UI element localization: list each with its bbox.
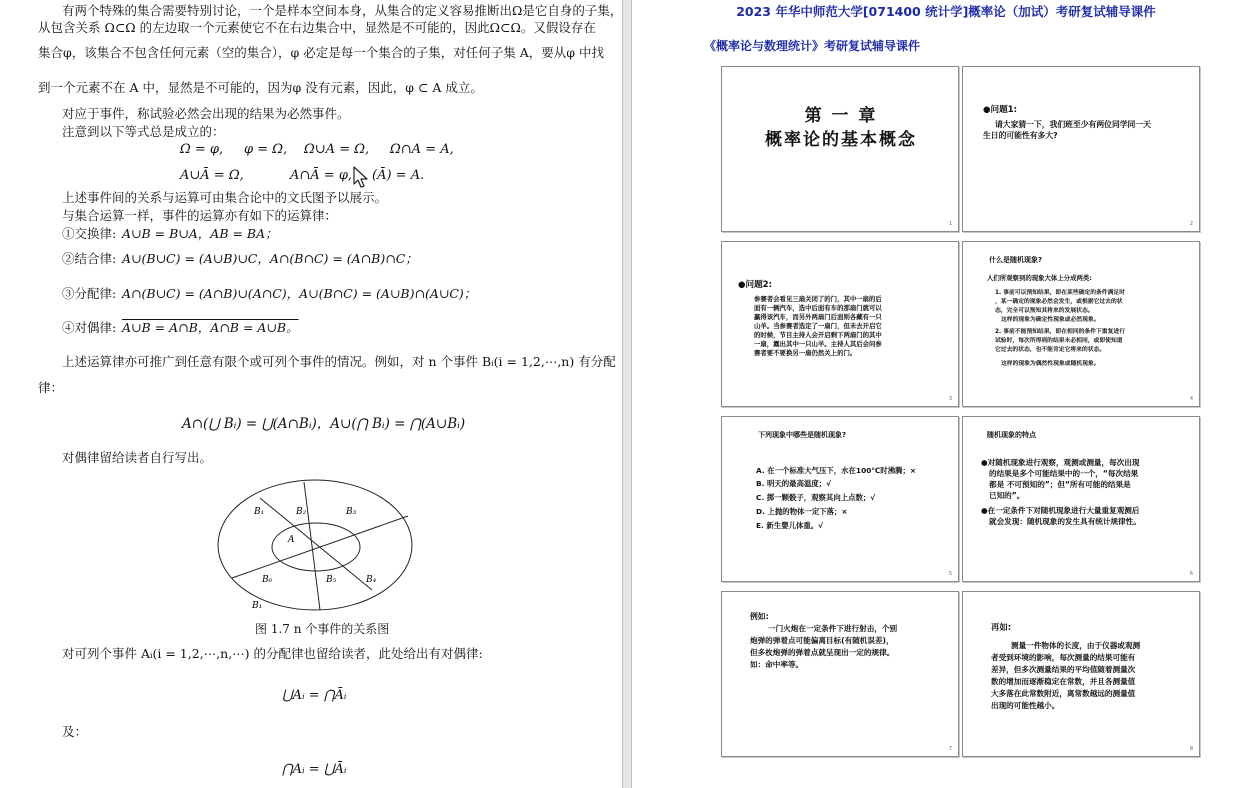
courseware-title: 2023 年华中师范大学[071400 统计学]概率论（加试）考研复试辅导课件 <box>736 4 1156 19</box>
slide-text-line: 已知的”。 <box>989 491 1025 500</box>
slide-heading: 再如: <box>991 622 1012 632</box>
slide-number: 4 <box>1189 396 1193 402</box>
slide-text-line: 这样的现象为偶然性现象或随机现象。 <box>1001 361 1100 367</box>
slide-text-line: 差异，但多次测量结果的平均值随着测量次 <box>991 665 1136 674</box>
slide-text-line: 一门火炮在一定条件下进行射击，个别 <box>768 624 898 633</box>
slide-number: 7 <box>948 746 952 752</box>
slide-text-line: 参赛者会看见三扇关闭了的门，其中一扇的后 <box>754 295 882 303</box>
slide-heading: 下列现象中哪些是随机现象? <box>758 431 847 439</box>
slide-number: 3 <box>948 396 952 402</box>
law-duality-label: ④对偶律: <box>62 320 117 335</box>
slide-text-line: ，某一确定的现象必然会发生，或根据它过去的状 <box>995 299 1123 305</box>
slide-number: 2 <box>1189 221 1193 227</box>
slide-heading: 什么是随机现象? <box>989 256 1043 264</box>
equalities-intro-line: 注意到以下等式总是成立的： <box>62 124 225 139</box>
paragraph-line: 到一个元素不在 A 中，显然是不可能的，因为φ 没有元素，因此，φ ⊂ A 成立。 <box>38 80 483 95</box>
slide-text-line: 大多落在此常数附近，离常数越远的测量值 <box>991 689 1136 698</box>
venn-label: B₅ <box>326 575 337 585</box>
slide-number: 8 <box>1189 746 1193 752</box>
equation-union-omega: Ω∪A = Ω, <box>304 142 370 157</box>
slide-text-line: 山羊。当参赛者选定了一扇门，但未去开启它 <box>754 322 882 330</box>
slide-text-line: 它过去的状态，也不能肯定它将来的状态。 <box>995 347 1106 353</box>
mouse-pointer-icon <box>352 166 370 188</box>
equation-countable-dual-2: ⋂Aᵢ = ⋃Āᵢ <box>282 762 347 777</box>
slide-text-line: E. 新生婴儿体重。√ <box>756 521 824 530</box>
slide-text-line: 测量一件物体的长度，由于仪器或观测 <box>1011 641 1141 650</box>
equation-finite-distributive: A∩(⋃ Bᵢ) = ⋃(A∩Bᵢ)，A∪(⋂ Bᵢ) = ⋂(A∪Bᵢ) <box>182 416 466 432</box>
venn-label: B₁ <box>254 507 265 517</box>
slide-text-line: 赢得该汽车，而另外两扇门后面则各藏有一只 <box>754 313 882 321</box>
venn-label: B₂ <box>296 507 307 517</box>
left-document-page <box>0 0 622 788</box>
law-distributive: A∩(B∪C) = (A∩B)∪(A∩C)，A∪(B∩C) = (A∪B)∩(A∪C)； <box>122 286 477 301</box>
law-distributive-label: ③分配律: <box>62 286 117 301</box>
chapter-number: 第 一 章 <box>804 106 878 126</box>
equation-intersect-omega: Ω∩A = A, <box>390 142 454 157</box>
slide-thumbnail <box>962 416 1200 582</box>
slide-text-line: 试验时，每次所得到的结果未必相同，或即使知道 <box>995 338 1123 344</box>
slide-number: 5 <box>948 571 952 577</box>
law-associative: A∪(B∪C) = (A∪B)∪C，A∩(B∩C) = (A∩B)∩C； <box>122 251 418 266</box>
slide-thumbnail <box>721 416 959 582</box>
slide-text-line: 炮弹的弹着点可能偏离目标(有随机误差)， <box>750 636 894 645</box>
slide-thumbnail <box>962 66 1200 232</box>
law-associative-label: ②结合律: <box>62 251 117 266</box>
venn-label: A <box>288 535 295 545</box>
slide-text-line: 请大家猜一下，我们班至少有两位同学同一天 <box>995 120 1151 129</box>
equation-double-complement: (Ā) = A. <box>372 168 425 183</box>
slide-text-line: 出现的可能性越小。 <box>991 701 1060 710</box>
slide-text-line: ●在一定条件下对随机现象进行大量重复观测后 <box>981 506 1140 515</box>
slide-thumbnail <box>962 241 1200 407</box>
right-document-page <box>632 0 1260 788</box>
slide-text-line: ●对随机现象进行观察，观测或测量，每次出现 <box>981 458 1140 467</box>
slide-text-line: 一扇，露出其中一只山羊。主持人其后会问参 <box>754 340 882 348</box>
slide-number: 6 <box>1189 571 1193 577</box>
slide-thumbnail <box>721 66 959 232</box>
law-duality: A∪B = A∩B，A∩B = A∪B。 <box>122 320 299 335</box>
paragraph-line: 有两个特殊的集合需要特别讨论，一个是样本空间本身，从集合的定义容易推断出Ω是它自身的子集， <box>62 3 622 18</box>
slide-heading: 随机现象的特点 <box>987 431 1036 439</box>
slide-text-line: 面有一辆汽车，选中后面有车的那扇门就可以 <box>754 304 882 312</box>
slide-text-line: 1. 事前可以预知结果，即在某些确定的条件满足时 <box>995 290 1125 296</box>
law-commutative-label: ①交换律: <box>62 226 117 241</box>
page-gutter <box>622 0 632 788</box>
equation-intersect-complement: A∩Ā = φ, <box>290 168 353 183</box>
venn-diagram <box>210 474 420 616</box>
slide-text-line: 就会发现：随机现象的发生具有统计规律性。 <box>989 517 1141 526</box>
slide-text-line: 的时候，节目主持人会开启剩下两扇门的其中 <box>754 331 882 339</box>
slide-text-line: C. 掷一颗骰子，观察其向上点数；√ <box>756 493 876 502</box>
venn-label: B₄ <box>366 575 377 585</box>
slide-text-line: 者受到环境的影响，每次测量的结果可能有 <box>991 653 1136 662</box>
equation-countable-dual-1: ⋃Aᵢ = ⋂Āᵢ <box>282 688 347 703</box>
extension-paragraph-line: 上述运算律亦可推广到任意有限个或可列个事件的情况。例如，对 n 个事件 Bᵢ(i = 1,2,⋯,n) 有分配 <box>62 354 616 369</box>
venn-intro-line: 上述事件间的关系与运算可由集合论中的文氏图予以展示。 <box>62 190 388 205</box>
paragraph-line: 从包含关系 Ω⊂Ω 的左边取一个元素使它不在右边集合中，显然是不可能的，因此Ω⊂Ω。又假设存在 <box>38 20 596 35</box>
slide-text-line: 但多枚炮弹的弹着点就呈现出一定的规律。 <box>750 648 895 657</box>
slide-text-line: D. 上抛的物体一定下落；× <box>756 507 848 516</box>
equation-omega-complement: Ω = φ, <box>180 142 224 157</box>
slide-text-line: 生日的可能性有多大? <box>983 131 1058 140</box>
paragraph-line: 集合φ，该集合不包含任何元素（空的集合），φ 必定是每一个集合的子集，对任何子集 A，要从φ 中找 <box>38 45 604 60</box>
countable-events-line: 对可列个事件 Aᵢ(i = 1,2,⋯,n,⋯) 的分配律也留给读者，此处给出有对偶律: <box>62 646 483 661</box>
courseware-subtitle: 《概率论与数理统计》考研复试辅导课件 <box>704 39 921 53</box>
extension-paragraph-line: 律： <box>38 380 64 395</box>
slide-text-line: 2. 事前不能预知结果，即在相同的条件下重复进行 <box>995 329 1125 335</box>
slide-question-heading: ●问题2: <box>738 280 773 290</box>
slide-text-line: 赛者要不要换另一扇仍然关上的门。 <box>754 349 857 357</box>
duality-reader-line: 对偶律留给读者自行写出。 <box>62 450 213 465</box>
and-line: 及： <box>62 724 88 739</box>
slide-number: 1 <box>948 221 952 227</box>
slide-text-line: A. 在一个标准大气压下，水在100℃时沸腾；× <box>756 466 917 475</box>
slide-intro: 人们所观察到的现象大体上分成两类: <box>987 274 1092 282</box>
chapter-title: 概率论的基本概念 <box>765 130 917 150</box>
slide-text-line: B. 明天的最高温度；√ <box>756 479 832 488</box>
slide-text-line: 数的增加而逐渐稳定在常数，并且各测量值 <box>991 677 1136 686</box>
slide-thumbnail <box>721 591 959 757</box>
slide-thumbnail <box>962 591 1200 757</box>
slide-heading: 例如: <box>750 612 769 621</box>
venn-label: B₃ <box>346 507 357 517</box>
slide-text-line: 这样的现象为确定性现象或必然现象。 <box>1001 317 1100 323</box>
operations-intro-line: 与集合运算一样，事件的运算亦有如下的运算律： <box>62 208 338 223</box>
figure-caption: 图 1.7 n 个事件的关系图 <box>255 622 390 636</box>
law-commutative: A∪B = B∪A，AB = BA； <box>122 226 278 241</box>
certain-event-line: 对应于事件，称试验必然会出现的结果为必然事件。 <box>62 106 350 121</box>
venn-label: B₁ <box>252 601 263 611</box>
slide-text-line: 都是 不可预知的”；但“所有可能的结果是 <box>989 480 1131 489</box>
slide-text-line: 态，完全可以预知其将来的发展状态。 <box>995 308 1094 314</box>
slide-text-line: 的结果是多个可能结果中的一个，“每次结果 <box>989 469 1139 478</box>
slide-question-heading: ●问题1: <box>983 105 1018 115</box>
slide-text-line: 如：命中率等。 <box>750 660 804 669</box>
equation-phi-complement: φ = Ω, <box>244 142 288 157</box>
equation-union-complement: A∪Ā = Ω, <box>180 168 244 183</box>
slide-thumbnail <box>721 241 959 407</box>
venn-label: B₆ <box>262 575 273 585</box>
